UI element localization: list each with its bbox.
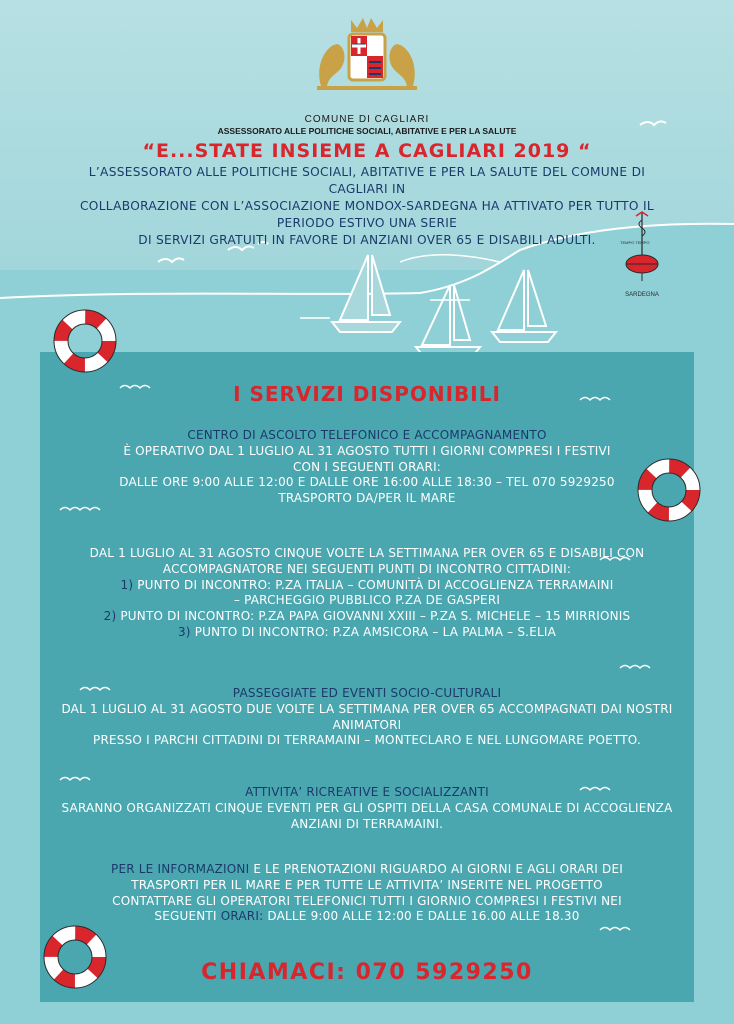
intro-line: L’ASSESSORATO ALLE POLITICHE SOCIALI, ABITATIVE E PER LA SALUTE DEL COMUNE DI CAGLIARI IN <box>88 165 646 196</box>
block-trasporto <box>40 546 694 641</box>
block-line: ANZIANI DI TERRAMAINI. <box>290 816 444 831</box>
block-attivita <box>40 785 694 832</box>
block-line: È OPERATIVO DAL 1 LUGLIO AL 31 AGOSTO TUTTI I GIORNI COMPRESI I FESTIVI <box>123 443 611 458</box>
block-line: PRESSO I PARCHI CITTADINI DI TERRAMAINI – MONTECLARO E NEL LUNGOMARE POETTO. <box>93 733 641 748</box>
info-line: PER LE INFORMAZIONI E LE PRENOTAZIONI RIGUARDO AI GIORNI E AGLI ORARI DEI <box>111 862 623 876</box>
block-passeggiate <box>40 686 694 749</box>
block-line: ACCOMPAGNATORE NEI SEGUENTI PUNTI DI INCONTRO CITTADINI: <box>162 561 572 576</box>
logo-caption: SARDEGNA <box>625 292 659 298</box>
block-heading: PASSEGGIATE ED EVENTI SOCIO-CULTURALI <box>232 686 502 700</box>
intro-line: COLLABORAZIONE CON L’ASSOCIAZIONE MONDOX-SARDEGNA HA ATTIVATO PER TUTTO IL PERIODO ESTIVO UNA SERIE <box>80 199 654 230</box>
page-title: “E...STATE INSIEME A CAGLIARI 2019 “ <box>142 140 592 162</box>
call-to-action: CHIAMACI: 070 5929250 <box>201 960 533 985</box>
block-ascolto <box>40 428 694 507</box>
block-line: DALLE ORE 9:00 ALLE 12:00 E DALLE ORE 16:00 ALLE 18:30 – TEL 070 5929250 <box>119 475 615 490</box>
block-line: ANIMATORI <box>332 717 402 732</box>
block-heading: ATTIVITA’ RICREATIVE E SOCIALIZZANTI <box>245 785 489 799</box>
block-line: CON I SEGUENTI ORARI: <box>292 459 442 474</box>
block-line: DAL 1 LUGLIO AL 31 AGOSTO DUE VOLTE LA SETTIMANA PER OVER 65 ACCOMPAGNATI DAI NOSTRI <box>61 701 673 716</box>
info-line: SEGUENTI ORARI: DALLE 9:00 ALLE 12:00 E DALLE 16.00 ALLE 18.30 <box>154 909 580 924</box>
point-item: 2) PUNTO DI INCONTRO: P.ZA PAPA GIOVANNI XXIII – P.ZA S. MICHELE – 15 MIRRIONIS <box>103 609 631 624</box>
block-heading: CENTRO DI ASCOLTO TELEFONICO E ACCOMPAGNAMENTO <box>187 428 547 442</box>
point-item: 3) PUNTO DI INCONTRO: P.ZA AMSICORA – LA PALMA – S.ELIA <box>177 624 557 639</box>
point-item: – PARCHEGGIO PUBBLICO P.ZA DE GASPERI <box>233 593 501 608</box>
block-informazioni <box>40 862 694 925</box>
block-line: SARANNO ORGANIZZATI CINQUE EVENTI PER GLI OSPITI DELLA CASA COMUNALE DI ACCOGLIENZA <box>61 800 673 815</box>
services-title: I SERVIZI DISPONIBILI <box>233 382 501 406</box>
block-line: DAL 1 LUGLIO AL 31 AGOSTO CINQUE VOLTE LA SETTIMANA PER OVER 65 E DISABILI CON <box>89 546 645 560</box>
point-item: 1) PUNTO DI INCONTRO: P.ZA ITALIA – COMUNITÀ DI ACCOGLIENZA TERRAMAINI <box>120 577 614 592</box>
assessorato-name: ASSESSORATO ALLE POLITICHE SOCIALI, ABITATIVE E PER LA SALUTE <box>217 126 517 136</box>
intro-line: DI SERVIZI GRATUITI IN FAVORE DI ANZIANI OVER 65 E DISABILI ADULTI. <box>138 233 596 247</box>
comune-name: COMUNE DI CAGLIARI <box>304 114 430 125</box>
info-line: CONTATTARE GLI OPERATORI TELEFONICI TUTTI I GIORNIO COMPRESI I FESTIVI NEI <box>112 893 622 908</box>
services-content <box>40 352 694 406</box>
logo-caption: TEMPO TEMPO <box>620 240 650 245</box>
info-line: TRASPORTI PER IL MARE E PER TUTTE LE ATTIVITA’ INSERITE NEL PROGETTO <box>131 877 603 892</box>
block-line: TRASPORTO DA/PER IL MARE <box>278 491 456 506</box>
